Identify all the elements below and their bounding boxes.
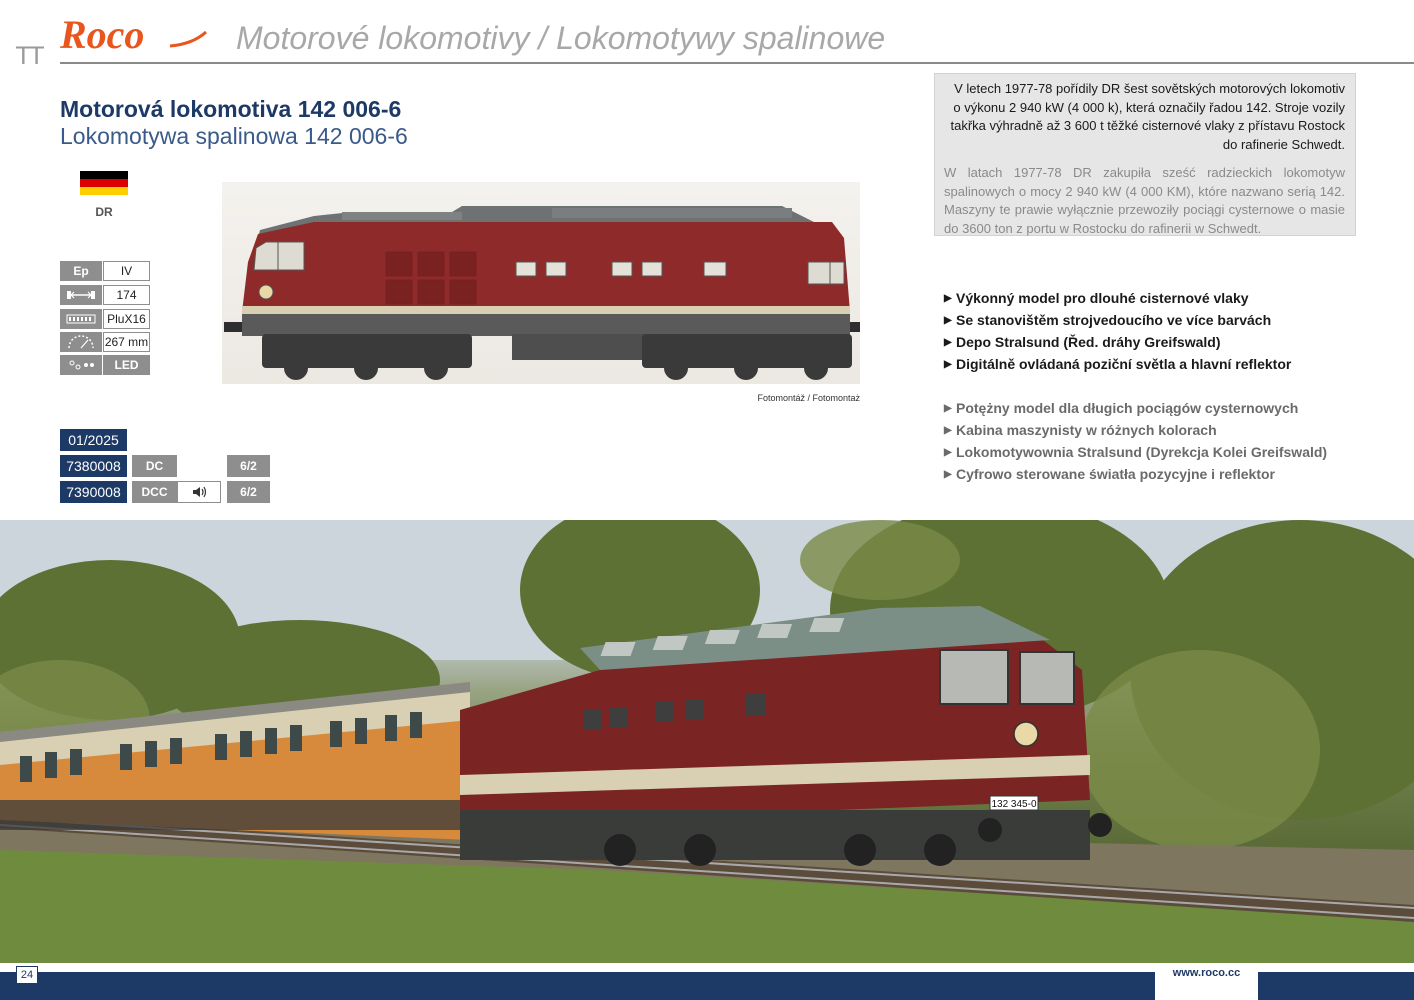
spec-value: 267 mm (103, 332, 150, 352)
lights-icon (60, 355, 102, 375)
length-icon (60, 285, 102, 305)
features-cz-list (944, 287, 1291, 375)
triangle-right-icon: ▶ (944, 446, 952, 458)
features-pl-list (944, 397, 1327, 485)
list-item: ▶ Digitálně ovládaná poziční světla a hlavní reflektor (944, 356, 1292, 372)
railway-label: DR (95, 205, 113, 219)
spec-length (60, 285, 150, 305)
brand-wordmark: Roco (60, 14, 145, 56)
current-type-badge: DC (132, 455, 177, 477)
triangle-right-icon: ▶ (944, 468, 952, 480)
list-item: ▶ Výkonný model pro dlouhé cisternové vlaky (944, 290, 1249, 306)
triangle-right-icon: ▶ (944, 402, 952, 414)
spec-value: IV (103, 261, 150, 281)
list-item: ▶ Se stanovištěm strojvedoucího ve více barvách (944, 312, 1272, 328)
spec-interface (60, 309, 150, 329)
pack-quantity: 6/2 (227, 481, 270, 503)
spec-epoch (60, 261, 150, 281)
photo-credit: Fotomontáž / Fotomontaż (757, 393, 860, 403)
list-item: ▶ Lokomotywownia Stralsund (Dyrekcja Kolei Greifswald) (944, 444, 1328, 460)
interface-icon (60, 309, 102, 329)
scale-label: TT (16, 42, 43, 70)
description-cz: V letech 1977-78 pořídily DR šest sovětských motorových lokomotiv o výkonu 2 940 kW (4 000 k), která označily řadou 142. Stroje vozily takřka výhradně až 3 600 t těžké cisternové vlaky z přístavu Rostock do rafinerie Schwedt. (950, 81, 1345, 152)
article-number[interactable]: 7380008 (60, 455, 127, 477)
header-divider (60, 62, 1414, 64)
description-box (934, 73, 1356, 236)
page-title: Motorové lokomotivy / Lokomotywy spalinowe (236, 20, 886, 56)
loco-number-plate: 132 345-0 (991, 799, 1037, 810)
triangle-right-icon: ▶ (944, 424, 952, 436)
list-item: ▶ Kabina maszynisty w różnych kolorach (944, 422, 1217, 438)
article-row[interactable] (60, 455, 177, 477)
list-item: ▶ Depo Stralsund (Řed. dráhy Greifswald) (944, 334, 1221, 350)
radius-icon (60, 332, 102, 352)
current-type-badge: DCC (132, 481, 177, 503)
website-link[interactable]: www.roco.cc (1172, 967, 1241, 979)
spec-radius (60, 332, 150, 352)
germany-flag-icon (80, 171, 128, 195)
page-number: 24 (16, 966, 38, 984)
locomotive-product-image (222, 182, 860, 384)
layout-scene-photo (0, 520, 1414, 963)
roco-logo[interactable] (58, 14, 208, 56)
spec-value: PluX16 (103, 309, 150, 329)
release-date-badge: 01/2025 (60, 429, 127, 451)
triangle-right-icon: ▶ (944, 358, 952, 370)
article-row[interactable] (60, 481, 221, 503)
list-item: ▶ Cyfrowo sterowane światła pozycyjne i reflektor (944, 466, 1275, 482)
triangle-right-icon: ▶ (944, 314, 952, 326)
sound-icon (177, 481, 221, 503)
spec-value: LED (103, 355, 150, 375)
spec-lights (60, 355, 150, 375)
triangle-right-icon: ▶ (944, 292, 952, 304)
epoch-label: Ep (60, 261, 102, 281)
list-item: ▶ Potężny model dla długich pociągów cysternowych (944, 400, 1299, 416)
spec-value: 174 (103, 285, 150, 305)
description-pl: W latach 1977-78 DR zakupiła sześć radzieckich lokomotyw spalinowych o mocy 2 940 kW (4 000 KM), które nazwano serią 142. Maszyny te prawie wyłącznie przewoziły pociągi cysternowe o masie do 3600 ton z portu w Rostocku do rafinerii w Schwedt. (944, 165, 1345, 236)
triangle-right-icon: ▶ (944, 336, 952, 348)
product-title-pl: Lokomotywa spalinowa 142 006-6 (60, 123, 408, 149)
pack-quantity: 6/2 (227, 455, 270, 477)
article-number[interactable]: 7390008 (60, 481, 127, 503)
product-title-cz: Motorová lokomotiva 142 006-6 (60, 96, 402, 122)
